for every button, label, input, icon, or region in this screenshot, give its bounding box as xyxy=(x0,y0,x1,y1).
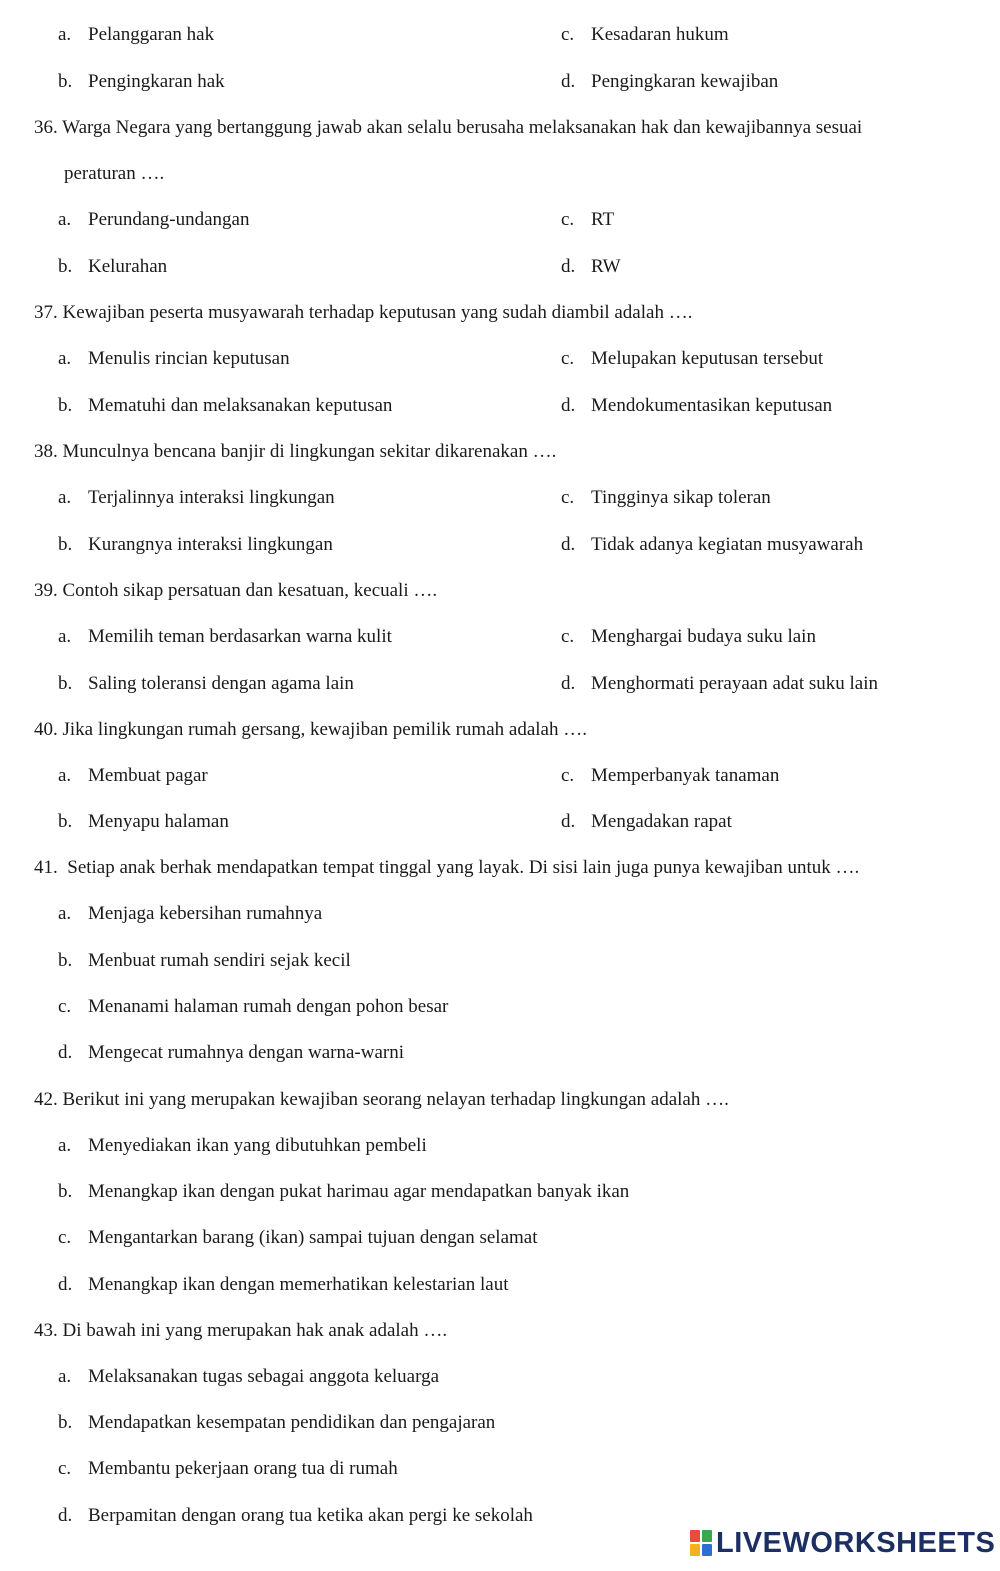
option-label: b. xyxy=(58,811,73,832)
option-a[interactable] xyxy=(58,764,208,788)
option-c[interactable] xyxy=(561,347,823,371)
option-label: c. xyxy=(561,209,575,230)
option-d[interactable] xyxy=(561,394,832,418)
option-d[interactable] xyxy=(58,1273,508,1297)
logo-square-red xyxy=(690,1530,700,1542)
option-text: RW xyxy=(591,256,621,277)
liveworksheets-logo-icon xyxy=(690,1530,712,1556)
option-a[interactable] xyxy=(58,1365,439,1389)
option-label: c. xyxy=(561,487,575,508)
option-text: Menangkap ikan dengan memerhatikan kelestarian laut xyxy=(88,1274,509,1295)
option-c[interactable] xyxy=(561,625,816,649)
option-c[interactable] xyxy=(58,1457,398,1481)
option-label: d. xyxy=(58,1042,73,1063)
option-d[interactable] xyxy=(561,810,732,834)
option-text: Melupakan keputusan tersebut xyxy=(591,348,824,369)
question-42 xyxy=(34,1088,729,1112)
question-number: 41. xyxy=(34,857,58,878)
option-label: b. xyxy=(58,1181,73,1202)
question-text: Di bawah ini yang merupakan hak anak adalah …. xyxy=(62,1320,448,1341)
option-text: Menyapu halaman xyxy=(88,811,229,832)
option-a[interactable] xyxy=(58,23,214,47)
option-d[interactable] xyxy=(58,1504,533,1528)
option-c[interactable] xyxy=(561,486,771,510)
question-number: 38. xyxy=(34,441,58,462)
option-text: Membuat pagar xyxy=(88,765,208,786)
option-text: Mengadakan rapat xyxy=(591,811,732,832)
option-c[interactable] xyxy=(561,764,779,788)
option-label: b. xyxy=(58,71,73,92)
option-b[interactable] xyxy=(58,70,225,94)
option-label: a. xyxy=(58,348,72,369)
option-b[interactable] xyxy=(58,533,333,557)
question-41 xyxy=(34,856,859,880)
option-d[interactable] xyxy=(561,533,863,557)
option-c[interactable] xyxy=(58,1226,538,1250)
option-b[interactable] xyxy=(58,1411,495,1435)
option-label: a. xyxy=(58,903,72,924)
option-d[interactable] xyxy=(561,672,878,696)
option-label: b. xyxy=(58,1412,73,1433)
question-40 xyxy=(34,718,587,742)
option-text: Pelanggaran hak xyxy=(88,24,215,45)
option-d[interactable] xyxy=(58,1041,404,1065)
option-b[interactable] xyxy=(58,949,351,973)
option-label: d. xyxy=(561,71,576,92)
option-label: a. xyxy=(58,1135,72,1156)
option-c[interactable] xyxy=(561,208,614,232)
option-label: b. xyxy=(58,673,73,694)
question-number: 40. xyxy=(34,719,58,740)
option-text: Memilih teman berdasarkan warna kulit xyxy=(88,626,392,647)
question-text: Berikut ini yang merupakan kewajiban seorang nelayan terhadap lingkungan adalah …. xyxy=(62,1089,729,1110)
option-a[interactable] xyxy=(58,1134,427,1158)
option-label: c. xyxy=(561,626,575,647)
option-label: c. xyxy=(58,1227,72,1248)
option-text: Kurangnya interaksi lingkungan xyxy=(88,534,333,555)
option-label: b. xyxy=(58,395,73,416)
option-text: Terjalinnya interaksi lingkungan xyxy=(88,487,335,508)
option-text: Menangkap ikan dengan pukat harimau agar mendapatkan banyak ikan xyxy=(88,1181,630,1202)
question-text: Contoh sikap persatuan dan kesatuan, kecuali …. xyxy=(62,580,438,601)
option-text: Mendokumentasikan keputusan xyxy=(591,395,833,416)
option-text: Menghargai budaya suku lain xyxy=(591,626,816,647)
option-text: Mengecat rumahnya dengan warna-warni xyxy=(88,1042,404,1063)
option-label: c. xyxy=(58,996,72,1017)
question-number: 39. xyxy=(34,580,58,601)
option-text: RT xyxy=(591,209,615,230)
question-number: 42. xyxy=(34,1089,58,1110)
option-label: a. xyxy=(58,487,72,508)
option-label: d. xyxy=(561,534,576,555)
option-label: b. xyxy=(58,256,73,277)
question-number: 36. xyxy=(34,117,58,138)
question-number: 37. xyxy=(34,302,58,323)
option-text: Mengantarkan barang (ikan) sampai tujuan dengan selamat xyxy=(88,1227,538,1248)
option-label: d. xyxy=(561,395,576,416)
option-a[interactable] xyxy=(58,208,249,232)
option-text: Pengingkaran hak xyxy=(88,71,225,92)
option-text: Memperbanyak tanaman xyxy=(591,765,780,786)
option-text: Kesadaran hukum xyxy=(591,24,729,45)
option-text: Menulis rincian keputusan xyxy=(88,348,290,369)
option-d[interactable] xyxy=(561,255,621,279)
option-label: a. xyxy=(58,765,72,786)
question-39 xyxy=(34,579,437,603)
option-label: d. xyxy=(561,256,576,277)
option-label: b. xyxy=(58,534,73,555)
question-38 xyxy=(34,440,556,464)
logo-square-green xyxy=(702,1530,712,1542)
option-a[interactable] xyxy=(58,625,392,649)
option-label: c. xyxy=(561,348,575,369)
option-a[interactable] xyxy=(58,902,322,926)
option-text: Tingginya sikap toleran xyxy=(591,487,771,508)
option-a[interactable] xyxy=(58,347,290,371)
question-text: Munculnya bencana banjir di lingkungan sekitar dikarenakan …. xyxy=(62,441,557,462)
option-label: d. xyxy=(58,1505,73,1526)
liveworksheets-watermark xyxy=(690,1526,995,1560)
question-43 xyxy=(34,1319,447,1343)
option-text: Pengingkaran kewajiban xyxy=(591,71,779,92)
option-b[interactable] xyxy=(58,1180,629,1204)
option-c[interactable] xyxy=(561,23,729,47)
option-b[interactable] xyxy=(58,255,167,279)
option-label: c. xyxy=(58,1458,72,1479)
option-label: c. xyxy=(561,765,575,786)
option-label: c. xyxy=(561,24,575,45)
option-text: Menanami halaman rumah dengan pohon besar xyxy=(88,996,449,1017)
logo-square-yellow xyxy=(690,1544,700,1556)
option-text: Menjaga kebersihan rumahnya xyxy=(88,903,323,924)
option-text: Menghormati perayaan adat suku lain xyxy=(591,673,879,694)
question-number: 43. xyxy=(34,1320,58,1341)
option-text: Saling toleransi dengan agama lain xyxy=(88,673,354,694)
question-text: Kewajiban peserta musyawarah terhadap keputusan yang sudah diambil adalah …. xyxy=(62,302,693,323)
question-37 xyxy=(34,301,692,325)
option-label: d. xyxy=(58,1274,73,1295)
option-c[interactable] xyxy=(58,995,448,1019)
option-label: a. xyxy=(58,1366,72,1387)
option-text: Mematuhi dan melaksanakan keputusan xyxy=(88,395,393,416)
option-b[interactable] xyxy=(58,810,229,834)
option-text: Mendapatkan kesempatan pendidikan dan pengajaran xyxy=(88,1412,496,1433)
question-continuation: peraturan …. xyxy=(64,163,165,184)
question-text: Warga Negara yang bertanggung jawab akan selalu berusaha melaksanakan hak dan kewajibannya sesuai xyxy=(62,117,863,138)
option-text: Kelurahan xyxy=(88,256,168,277)
option-label: a. xyxy=(58,626,72,647)
watermark-text: LIVEWORKSHEETS xyxy=(716,1526,996,1559)
question-36 xyxy=(34,116,862,140)
option-b[interactable] xyxy=(58,394,392,418)
option-text: Membantu pekerjaan orang tua di rumah xyxy=(88,1458,398,1479)
option-label: a. xyxy=(58,24,72,45)
option-text: Perundang-undangan xyxy=(88,209,250,230)
option-b[interactable] xyxy=(58,672,354,696)
option-text: Menyediakan ikan yang dibutuhkan pembeli xyxy=(88,1135,427,1156)
option-a[interactable] xyxy=(58,486,335,510)
question-text: Jika lingkungan rumah gersang, kewajiban pemilik rumah adalah …. xyxy=(62,719,587,740)
option-label: a. xyxy=(58,209,72,230)
option-d[interactable] xyxy=(561,70,778,94)
option-label: b. xyxy=(58,950,73,971)
option-text: Berpamitan dengan orang tua ketika akan pergi ke sekolah xyxy=(88,1505,533,1526)
option-text: Tidak adanya kegiatan musyawarah xyxy=(591,534,864,555)
logo-square-blue xyxy=(702,1544,712,1556)
option-text: Melaksanakan tugas sebagai anggota keluarga xyxy=(88,1366,440,1387)
option-label: d. xyxy=(561,673,576,694)
option-label: d. xyxy=(561,811,576,832)
question-text: Setiap anak berhak mendapatkan tempat tinggal yang layak. Di sisi lain juga punya kewajiban untuk …. xyxy=(67,857,860,878)
option-text: Menbuat rumah sendiri sejak kecil xyxy=(88,950,351,971)
